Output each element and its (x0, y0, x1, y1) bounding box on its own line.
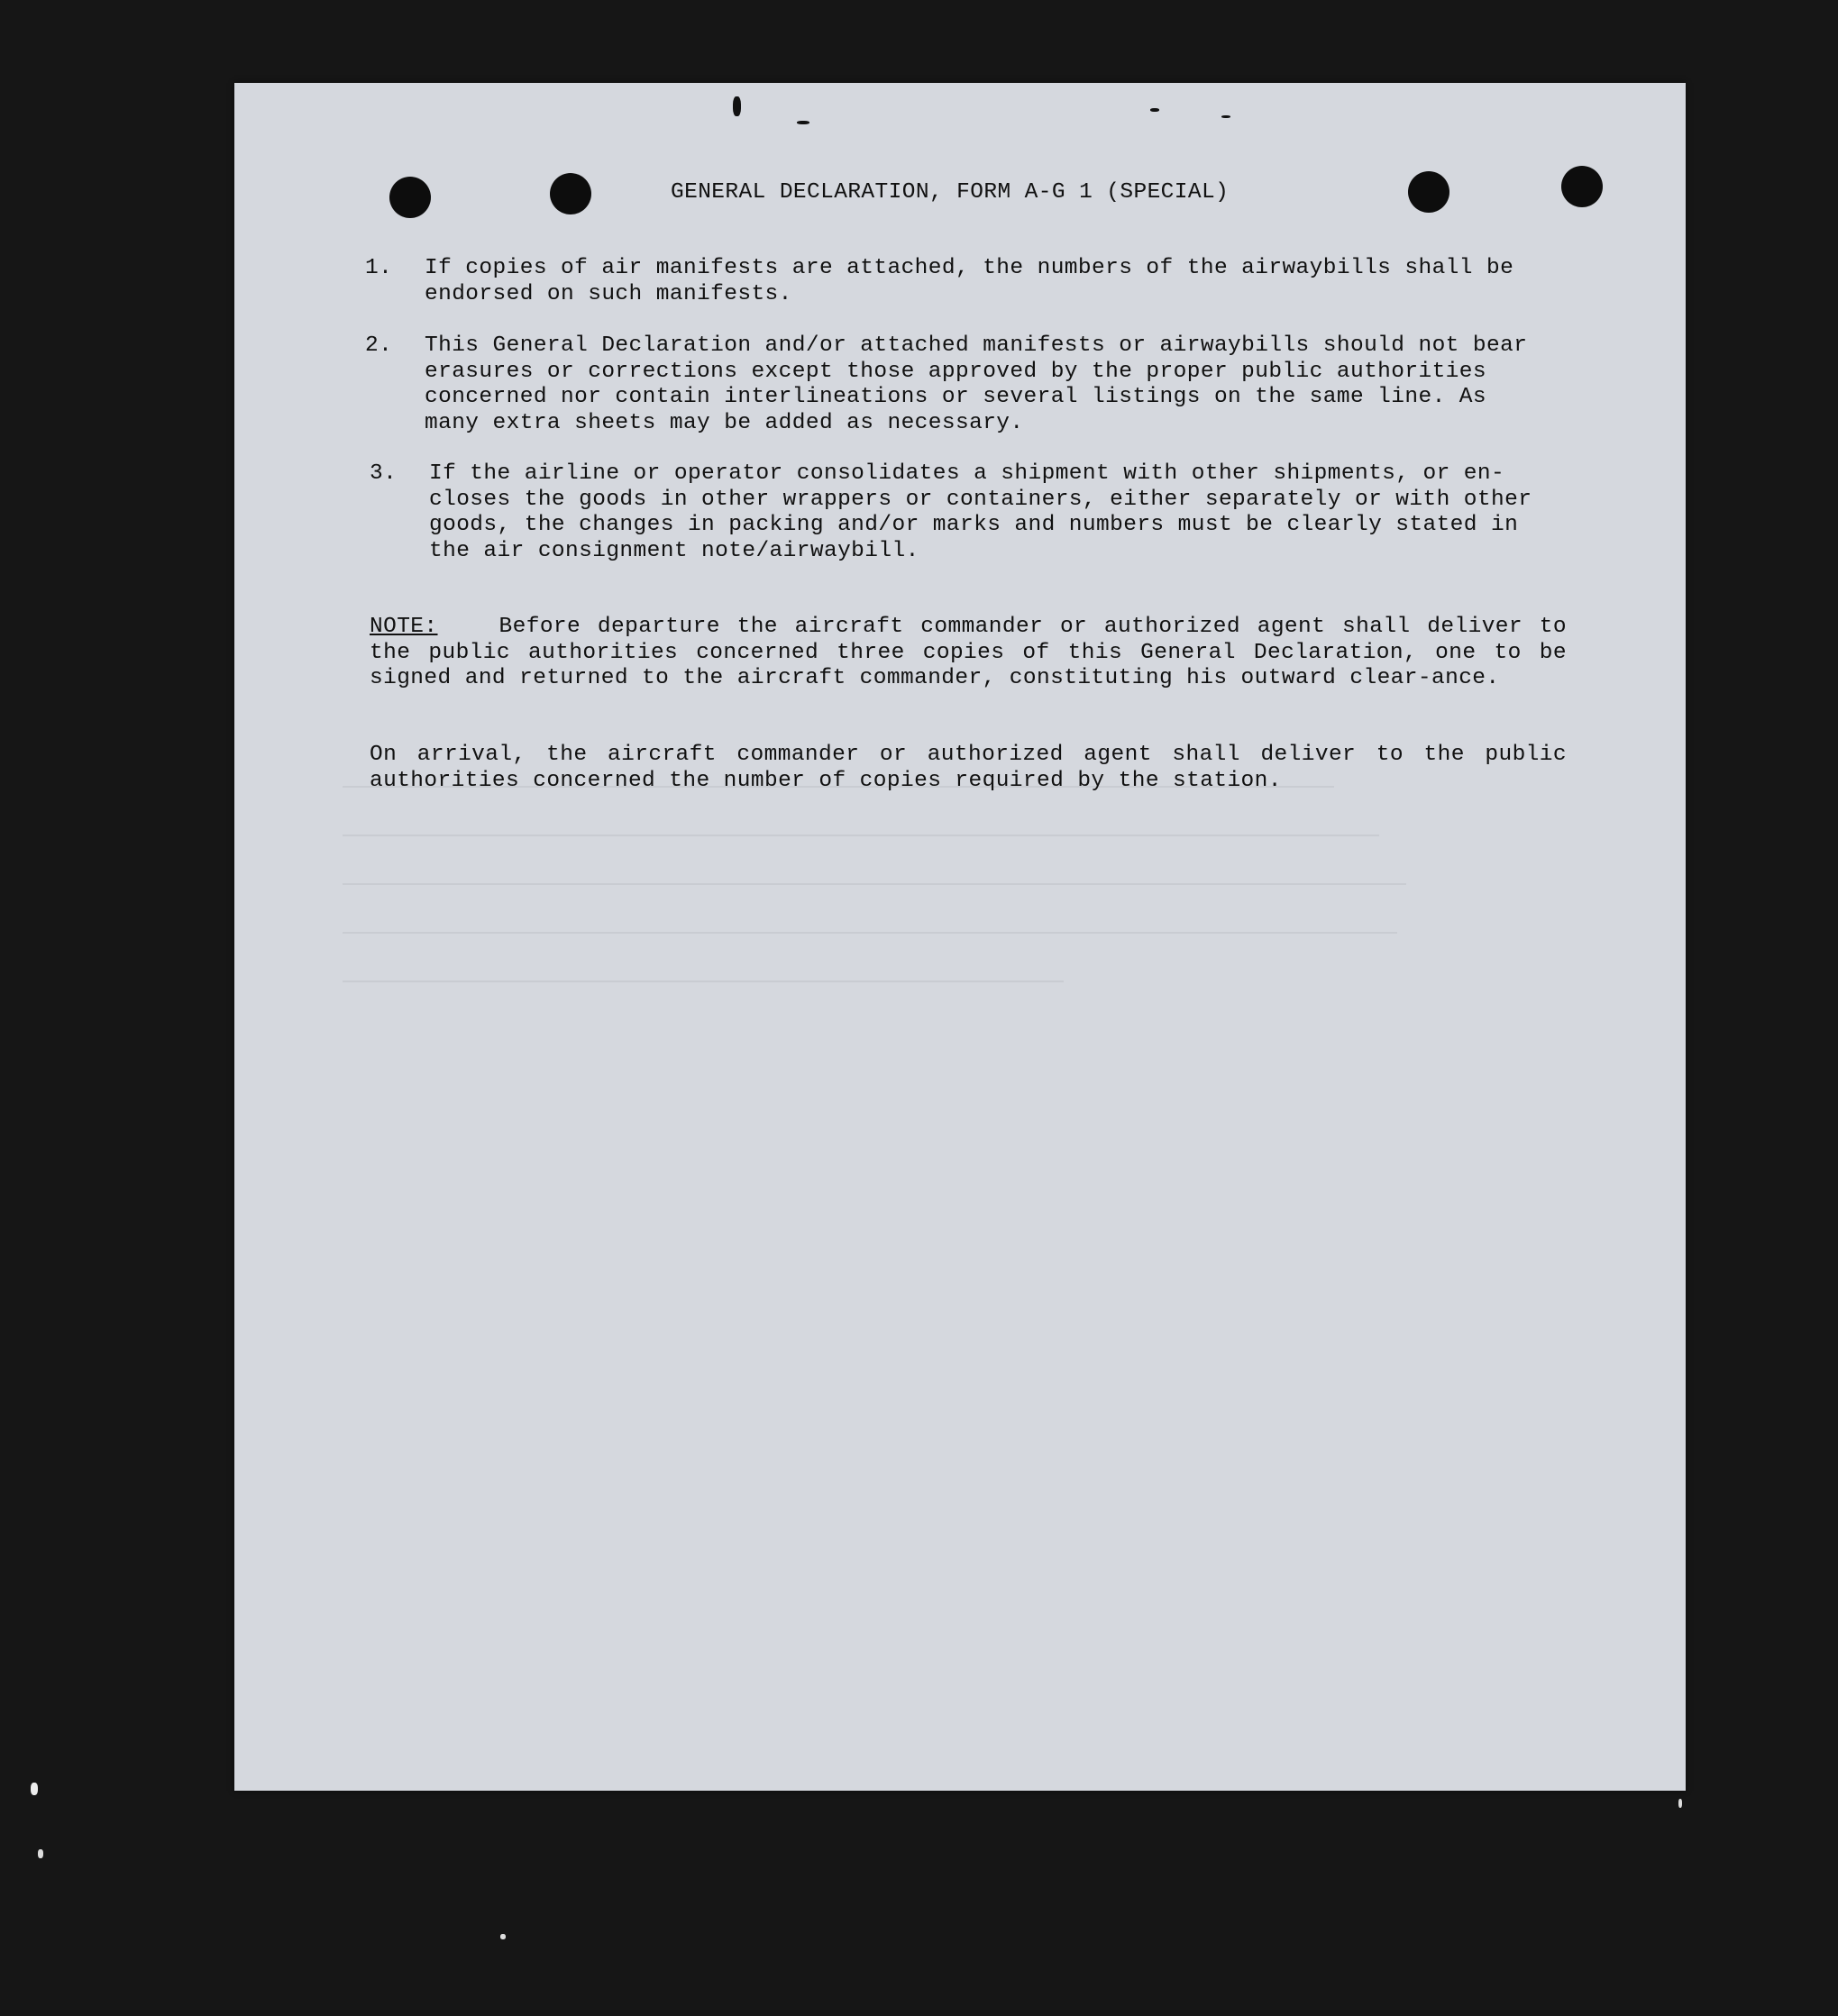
instruction-item-1 (365, 256, 1573, 307)
border-speck (31, 1783, 38, 1795)
instruction-item-2 (365, 333, 1573, 436)
instruction-item-3 (370, 461, 1577, 564)
border-speck (1678, 1799, 1682, 1808)
punch-hole-right-1 (1408, 171, 1449, 213)
instruction-number: 2. (365, 333, 393, 358)
note-paragraph (370, 615, 1567, 692)
instruction-text: If the airline or operator consolidates a shipment with other shipments, or en- closes the goods in other wrappers or containers, either separately or with other goods, the changes in packing and/or marks and numbers must be clearly stated in the air consignment note/airwaybill. (429, 461, 1532, 563)
scan-speck (1150, 108, 1159, 112)
instruction-text: If copies of air manifests are attached, the numbers of the airwaybills shall be endorsed on such manifests. (425, 256, 1514, 306)
show-through-mark (343, 786, 1406, 982)
instruction-number: 3. (370, 461, 398, 486)
punch-hole-right-2 (1561, 166, 1603, 207)
scan-speck (1221, 115, 1230, 118)
document-page (234, 83, 1686, 1791)
scan-speck (733, 96, 741, 116)
note-text: Before departure the aircraft commander or authorized agent shall deliver to the public authorities concerned three copies of this General Declaration, one to be signed and returned to the aircraft commander, constituting his outward clear-ance. (370, 615, 1567, 690)
punch-hole-left-2 (550, 173, 591, 214)
border-speck (38, 1849, 43, 1858)
border-speck (500, 1934, 506, 1939)
instruction-number: 1. (365, 256, 393, 280)
scan-speck (797, 121, 809, 124)
note-label: NOTE: (370, 615, 438, 639)
form-title: GENERAL DECLARATION, FORM A-G 1 (SPECIAL) (671, 180, 1230, 205)
arrival-paragraph: On arrival, the aircraft commander or authorized agent shall deliver to the public authorities concerned the number of copies required by the station. (370, 743, 1567, 793)
instruction-text: This General Declaration and/or attached manifests or airwaybills should not bear erasures or corrections except those approved by the proper public authorities concerned nor contain interlineations or several listings on the same line. As many extra sheets may be added as necessary. (425, 333, 1528, 435)
punch-hole-left-1 (389, 177, 431, 218)
